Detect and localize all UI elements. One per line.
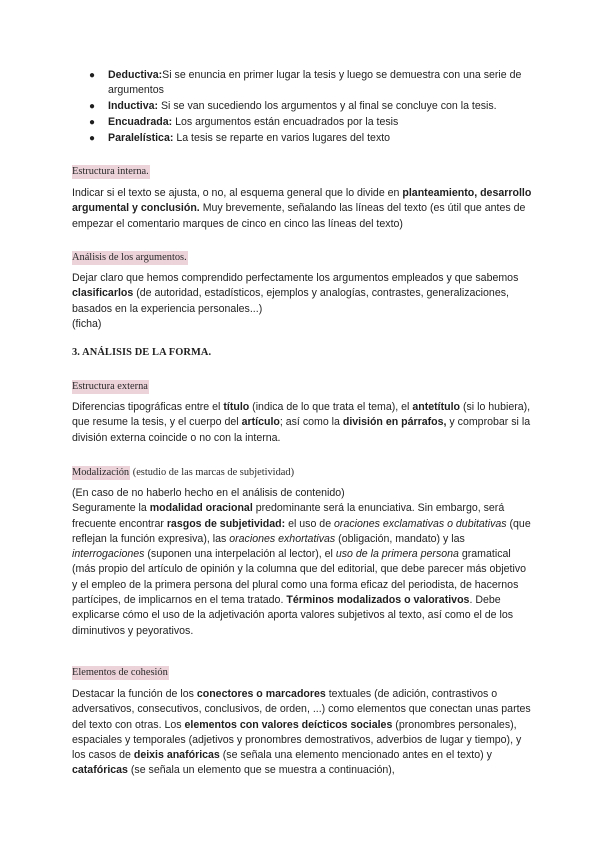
modalizacion-heading: Modalización (estudio de las marcas de subjetividad) [72, 467, 295, 478]
list-item [86, 99, 541, 114]
list-item [86, 68, 541, 99]
analisis-argumentos-heading: Análisis de los argumentos. [72, 252, 187, 263]
modalizacion-paragraph: (En caso de no haberlo hecho en el análisis de contenido) Seguramente la modalidad oracional predominante será la enunciativa. Sin embargo, será frecuente encontrar rasgos de subjetividad: el uso de oraciones exclamativas o dubitativas (que reflejan la función expresiva), las oraciones exhortativas (obligación, mandato) y las interrogaciones (suponen una interpelación al lector), el uso de la primera persona gramatical (más propio del artículo de opinión y la columna que del editorial, que debe parecer más objetivo y el empleo de la primera persona del plural como una forma eficaz del periodista, de hacernos partícipes, de implicarnos en el tema tratado. Términos modalizados o valorativos. Debe explicarse cómo el uso de la adjetivación aporta valores subjetivos al texto, así como el de los diminutivos y peyorativos. [72, 487, 531, 637]
list-item-term: Deductiva: [108, 69, 163, 81]
estructura-interna-heading: Estructura interna. [72, 166, 149, 177]
cohesion-heading: Elementos de cohesión [72, 667, 168, 678]
list-item-term: Encuadrada: [108, 115, 173, 128]
list-item-text: Si se van sucediendo los argumentos y al final se concluye con la tesis. [158, 100, 497, 113]
list-item-term: Inductiva: [108, 100, 159, 113]
analisis-argumentos-paragraph: Dejar claro que hemos comprendido perfectamente los argumentos empleados y que sabemos clasificarlos (de autoridad, estadísticos, ejemplos y analogías, contrastes, generalizaciones, basados en la experiencia personales...) (ficha) [72, 272, 519, 330]
estructura-externa-paragraph: Diferencias tipográficas entre el título (indica de lo que trata el tema), el antetítulo (si lo hubiera), que resume la tesis, y el cuerpo del artículo; así como la división en párrafos, y comprobar si la división externa coincide o no con la interna. [72, 401, 531, 444]
list-item-text: La tesis se reparte en varios lugares del texto [173, 131, 391, 144]
list-item [86, 115, 541, 130]
bullet-icon: ● [89, 70, 96, 81]
list-item-text: Si se enuncia en primer lugar la tesis y luego se demuestra con una serie de argumentos [108, 69, 522, 97]
section-title: 3. ANÁLISIS DE LA FORMA. [72, 347, 212, 358]
list-item-text: Los argumentos están encuadrados por la tesis [172, 115, 399, 128]
list-item-term: Paralelística: [108, 131, 174, 144]
estructura-interna-paragraph: Indicar si el texto se ajusta, o no, al esquema general que lo divide en planteamiento, desarrollo argumental y conclusión. Muy brevemente, señalando las líneas del texto (es útil que antes de empezar el comentario marques de cinco en cinco las líneas del texto) [72, 187, 532, 230]
estructura-externa-heading: Estructura externa [72, 381, 148, 392]
bullet-icon: ● [89, 132, 96, 144]
bullet-icon: ● [89, 116, 96, 128]
list-item [86, 131, 541, 146]
bullet-icon: ● [89, 101, 96, 113]
argument-structure-list [86, 68, 541, 146]
cohesion-paragraph: Destacar la función de los conectores o marcadores textuales (de adición, contrastivos o adversativos, consecutivos, conclusivos, de orden, ...) como elementos que conectan unas partes del texto con otras. Los elementos con valores deícticos sociales (pronombres personales), espaciales y temporales (adjetivos y pronombres demostrativos, adverbios de lugar y tiempo), y los casos de deixis anafóricas (se señala una elemento mencionado antes en el texto) y catafóricas (se señala un elemento que se muestra a continuación), [72, 688, 531, 777]
